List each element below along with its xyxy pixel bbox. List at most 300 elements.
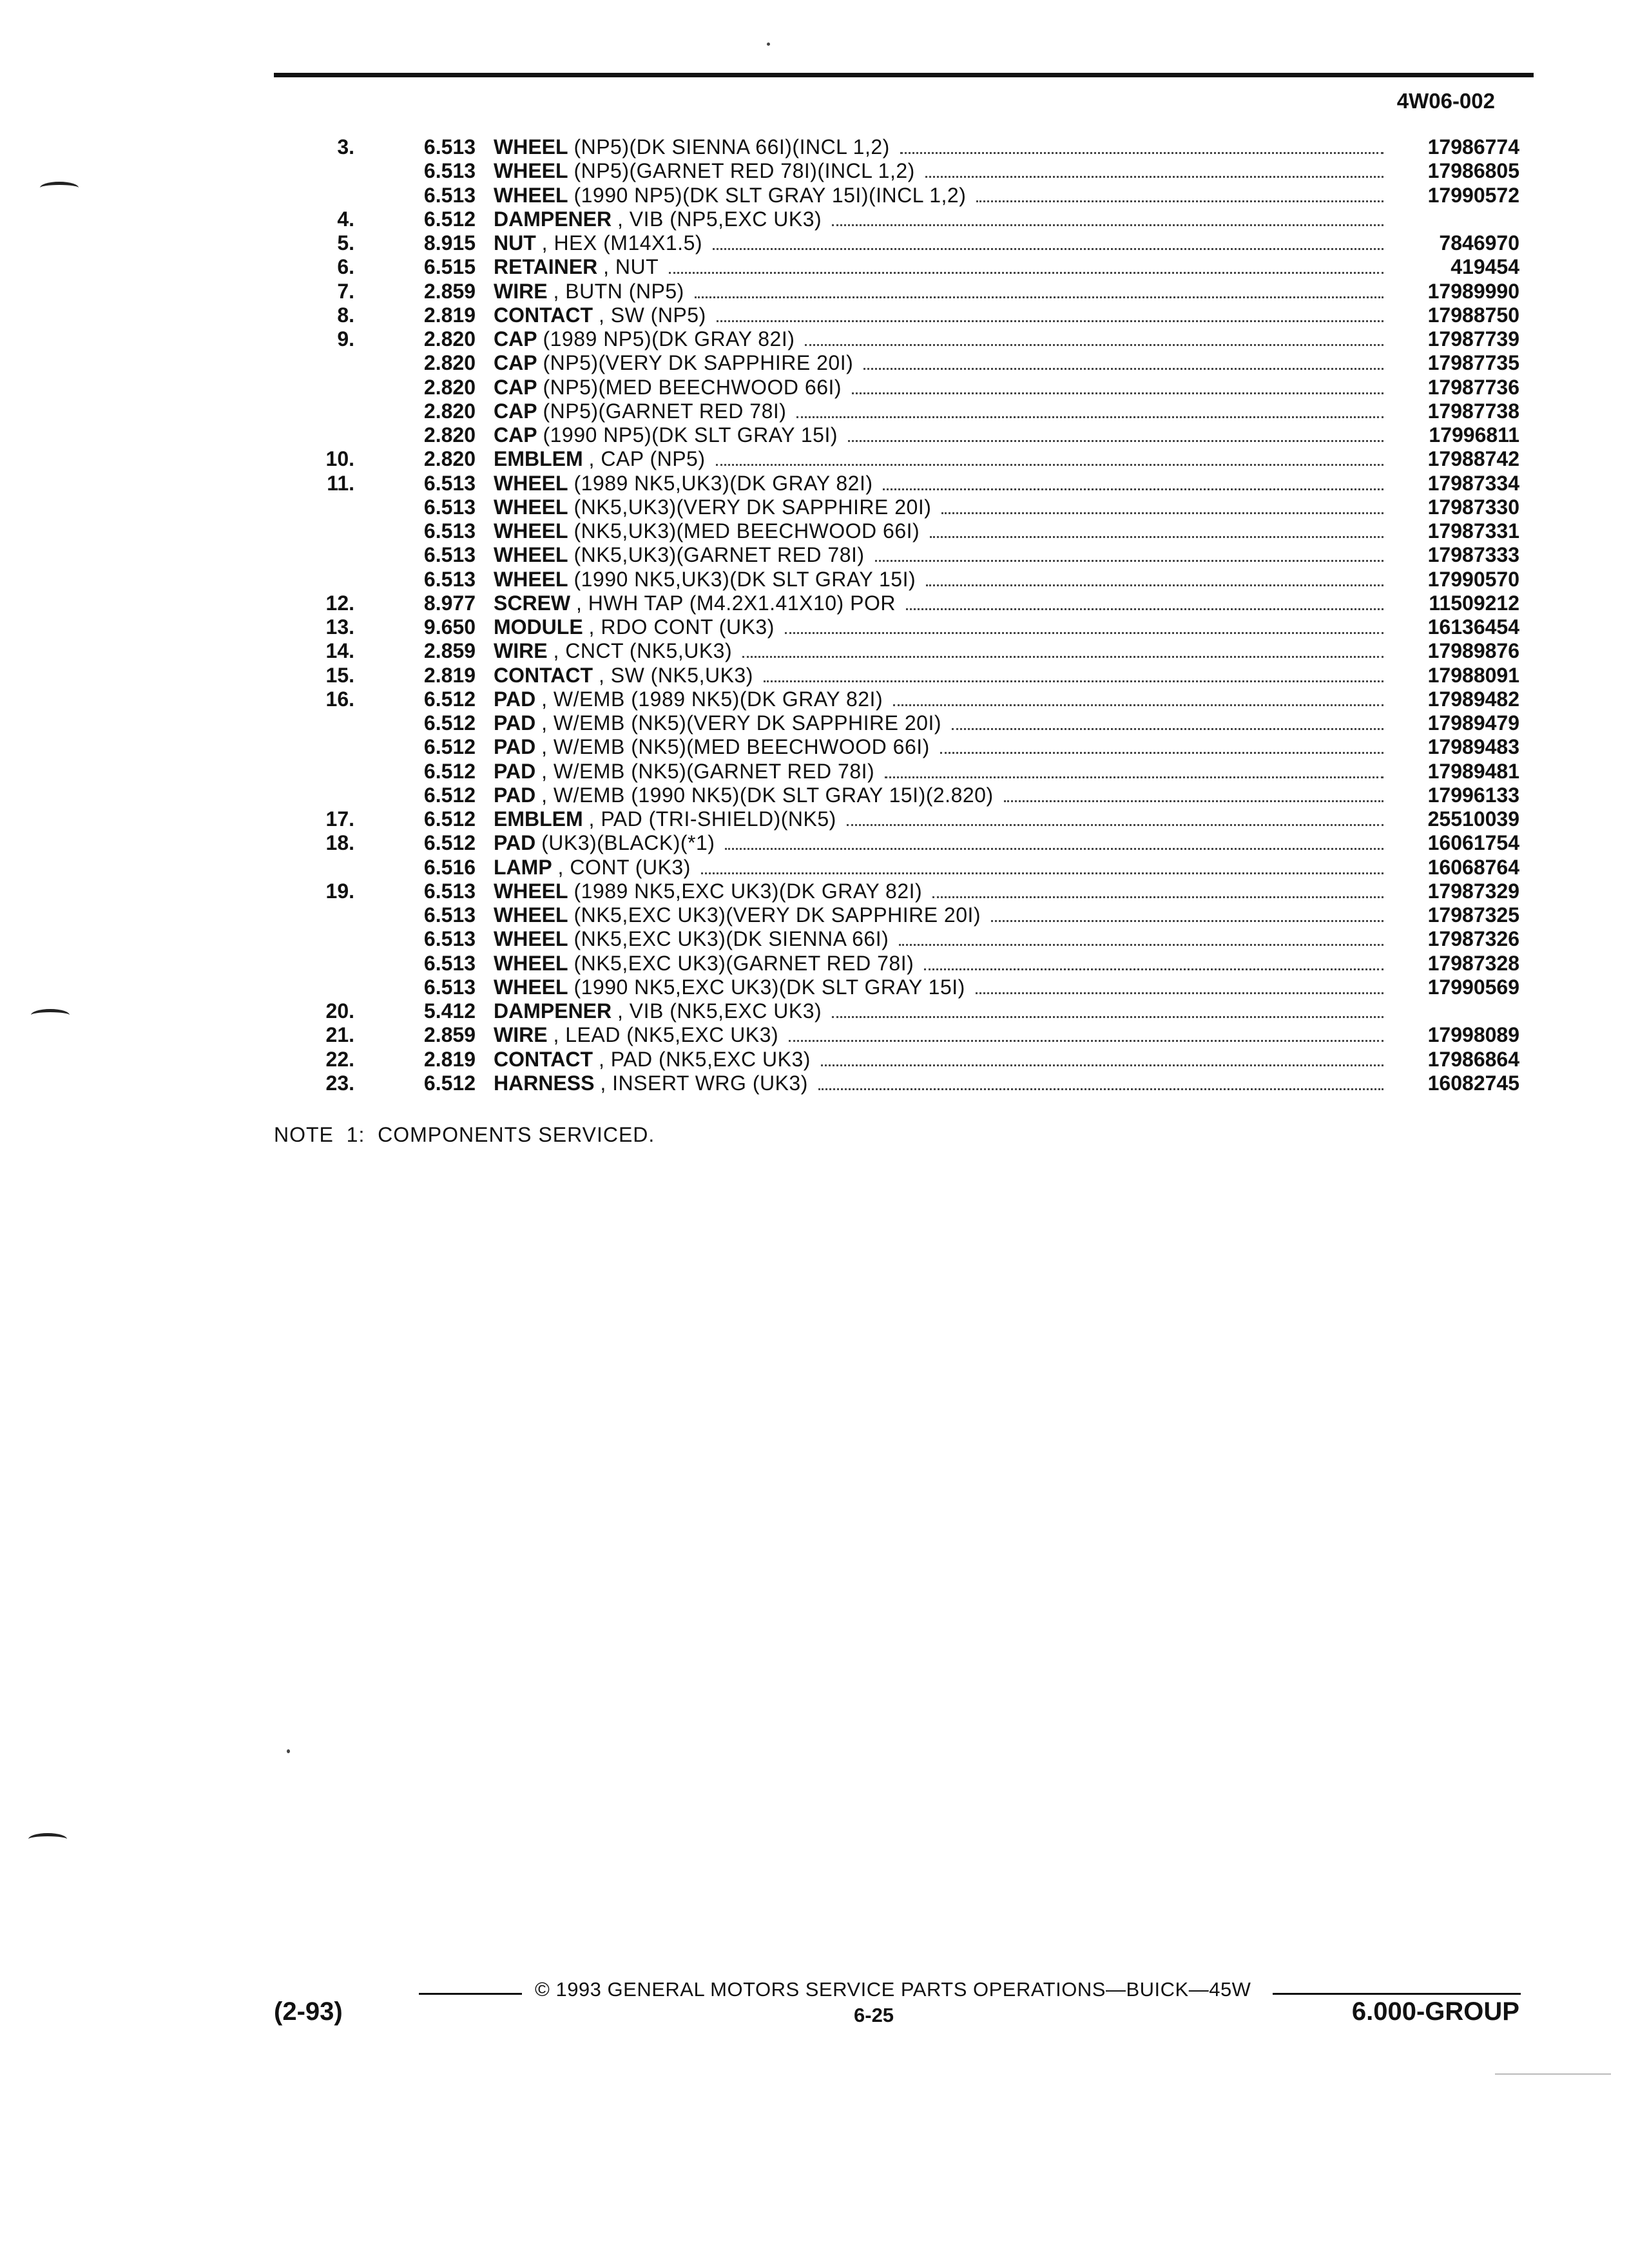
- part-row: [0, 255, 1629, 279]
- part-row: [0, 327, 1629, 351]
- group-number: 6.512: [423, 759, 476, 783]
- reference-number: 3.: [337, 135, 354, 159]
- part-description: [494, 879, 1393, 904]
- part-row: [0, 807, 1629, 831]
- speck: [767, 43, 770, 46]
- part-qualifier: (NP5)(GARNET RED 78I): [543, 399, 787, 423]
- dot-leader: [716, 463, 1384, 466]
- part-number: 16068764: [1427, 855, 1519, 879]
- part-number: 7846970: [1439, 231, 1519, 255]
- part-name: WIRE: [494, 639, 548, 663]
- part-row: [0, 495, 1629, 519]
- part-row: [0, 711, 1629, 735]
- dot-leader: [900, 151, 1383, 154]
- part-number: 17989483: [1427, 735, 1519, 759]
- part-description: [494, 615, 1393, 640]
- reference-number: 22.: [325, 1047, 354, 1071]
- part-qualifier: , HWH TAP (M4.2X1.41X10) POR: [576, 591, 896, 615]
- part-name: WHEEL: [494, 543, 568, 567]
- part-name: WHEEL: [494, 519, 568, 543]
- part-qualifier: (1989 NK5,EXC UK3)(DK GRAY 82I): [574, 879, 923, 903]
- part-qualifier: (1989 NP5)(DK GRAY 82I): [543, 327, 795, 351]
- part-description: [494, 495, 1393, 520]
- part-number: 17987328: [1427, 951, 1519, 975]
- part-number: 17990570: [1427, 567, 1519, 591]
- reference-number: 20.: [325, 999, 354, 1023]
- part-name: PAD: [494, 735, 536, 759]
- part-description: [494, 952, 1393, 976]
- part-description: [494, 735, 1393, 760]
- group-number: 6.513: [423, 471, 476, 495]
- part-row: [0, 207, 1629, 231]
- dot-leader: [805, 343, 1383, 346]
- part-number: 11509212: [1429, 591, 1519, 615]
- dot-leader: [930, 535, 1383, 538]
- part-description: [494, 639, 1393, 664]
- part-description: [494, 568, 1393, 592]
- part-qualifier: , W/EMB (NK5)(GARNET RED 78I): [541, 759, 875, 783]
- dot-leader: [796, 416, 1383, 418]
- group-number: 5.412: [423, 999, 476, 1023]
- part-description: [494, 856, 1393, 880]
- part-qualifier: (1989 NK5,UK3)(DK GRAY 82I): [574, 471, 873, 495]
- part-name: CONTACT: [494, 303, 593, 327]
- dot-leader: [952, 727, 1383, 730]
- part-description: [494, 903, 1393, 928]
- part-row: [0, 639, 1629, 663]
- group-number: 2.819: [423, 663, 476, 687]
- part-description: [494, 807, 1393, 832]
- part-number: 17988091: [1427, 663, 1519, 687]
- part-number: 25510039: [1427, 807, 1519, 831]
- group-number: 2.820: [423, 375, 476, 399]
- footer-rule-right: [1273, 1993, 1521, 1995]
- reference-number: 23.: [325, 1071, 354, 1095]
- group-number: 2.859: [423, 639, 476, 663]
- part-description: [494, 184, 1393, 208]
- part-qualifier: (NK5,UK3)(GARNET RED 78I): [574, 543, 865, 567]
- footer-rule-left: [419, 1993, 522, 1995]
- part-row: [0, 472, 1629, 495]
- group-number: 9.650: [423, 615, 476, 639]
- part-number: 17987330: [1427, 495, 1519, 519]
- dot-leader: [925, 175, 1383, 178]
- part-name: MODULE: [494, 615, 583, 639]
- part-description: [494, 760, 1393, 784]
- part-number: 17998089: [1427, 1023, 1519, 1047]
- group-number: 2.859: [423, 279, 476, 303]
- part-qualifier: , SW (NK5,UK3): [598, 663, 753, 687]
- dot-leader: [832, 1015, 1383, 1018]
- part-number: 17989481: [1427, 759, 1519, 783]
- part-row: [0, 760, 1629, 783]
- part-description: [494, 711, 1393, 736]
- group-number: 6.513: [423, 183, 476, 207]
- reference-number: 11.: [327, 471, 354, 495]
- part-number: 17987334: [1427, 471, 1519, 495]
- part-row: [0, 280, 1629, 303]
- part-number: 17986774: [1427, 135, 1519, 159]
- part-row: [0, 519, 1629, 543]
- part-name: EMBLEM: [494, 447, 583, 471]
- footnote: NOTE 1: COMPONENTS SERVICED.: [274, 1123, 655, 1146]
- dot-leader: [863, 367, 1383, 370]
- part-number: 17990572: [1427, 183, 1519, 207]
- group-number: 6.513: [423, 159, 476, 183]
- reference-number: 10.: [325, 447, 354, 471]
- part-number: 16061754: [1427, 831, 1519, 855]
- part-name: WHEEL: [494, 927, 568, 951]
- part-name: RETAINER: [494, 255, 598, 279]
- part-number: 17988742: [1427, 447, 1519, 471]
- part-description: [494, 376, 1393, 400]
- part-row: [0, 615, 1629, 639]
- part-number: 17986805: [1427, 159, 1519, 183]
- part-row: [0, 735, 1629, 759]
- part-qualifier: , LEAD (NK5,EXC UK3): [553, 1023, 779, 1047]
- part-row: [0, 687, 1629, 711]
- group-number: 2.820: [423, 351, 476, 375]
- part-qualifier: (NP5)(GARNET RED 78I)(INCL 1,2): [574, 159, 915, 183]
- dot-leader: [893, 704, 1383, 706]
- dot-leader: [713, 247, 1383, 250]
- part-qualifier: , CNCT (NK5,UK3): [553, 639, 733, 663]
- part-row: [0, 303, 1629, 327]
- part-name: PAD: [494, 687, 536, 711]
- group-number: 2.820: [423, 447, 476, 471]
- part-qualifier: , VIB (NP5,EXC UK3): [617, 207, 822, 231]
- dot-leader: [695, 296, 1383, 298]
- part-number: 17990569: [1427, 975, 1519, 999]
- margin-mark: [31, 1009, 70, 1021]
- dot-leader: [932, 896, 1383, 898]
- dot-leader: [875, 559, 1383, 562]
- dot-leader: [821, 1064, 1383, 1066]
- part-qualifier: , BUTN (NP5): [553, 279, 684, 303]
- part-name: WHEEL: [494, 951, 568, 975]
- dot-leader: [742, 655, 1383, 658]
- part-number: 17987329: [1427, 879, 1519, 903]
- dot-leader: [852, 392, 1383, 394]
- part-description: [494, 327, 1393, 352]
- part-qualifier: (NK5,EXC UK3)(GARNET RED 78I): [574, 951, 914, 975]
- part-row: [0, 927, 1629, 951]
- part-qualifier: (NP5)(DK SIENNA 66I)(INCL 1,2): [574, 135, 890, 159]
- group-number: 2.820: [423, 423, 476, 447]
- part-description: [494, 664, 1393, 688]
- dot-leader: [991, 919, 1383, 922]
- part-name: CAP: [494, 327, 537, 351]
- part-description: [494, 135, 1393, 160]
- group-number: 6.513: [423, 519, 476, 543]
- part-name: WHEEL: [494, 903, 568, 927]
- group-number: 6.513: [423, 879, 476, 903]
- part-qualifier: (1990 NK5,EXC UK3)(DK SLT GRAY 15I): [574, 975, 965, 999]
- part-number: 419454: [1451, 255, 1519, 279]
- part-name: CONTACT: [494, 1047, 593, 1071]
- part-description: [494, 231, 1393, 256]
- footer-page-number: 6-25: [854, 2004, 894, 2026]
- part-qualifier: , W/EMB (1989 NK5)(DK GRAY 82I): [541, 687, 883, 711]
- part-qualifier: , CONT (UK3): [557, 855, 691, 879]
- dot-leader: [832, 224, 1383, 226]
- part-qualifier: , RDO CONT (UK3): [588, 615, 775, 639]
- part-row: [0, 856, 1629, 879]
- part-name: PAD: [494, 831, 536, 855]
- part-qualifier: (NP5)(MED BEECHWOOD 66I): [543, 375, 842, 399]
- part-row: [0, 376, 1629, 399]
- dot-leader: [924, 968, 1383, 970]
- group-number: 6.513: [423, 543, 476, 567]
- part-number: 17989876: [1427, 639, 1519, 663]
- part-name: EMBLEM: [494, 807, 583, 831]
- edge-line: [1495, 2073, 1611, 2075]
- dot-leader: [899, 943, 1383, 946]
- part-row: [0, 975, 1629, 999]
- part-qualifier: , CAP (NP5): [588, 447, 706, 471]
- part-name: WIRE: [494, 279, 548, 303]
- part-description: [494, 519, 1393, 544]
- part-number: 17986864: [1427, 1047, 1519, 1071]
- dot-leader: [848, 439, 1383, 442]
- group-number: 6.512: [423, 783, 476, 807]
- part-number: 17987325: [1427, 903, 1519, 927]
- part-qualifier: , SW (NP5): [598, 303, 706, 327]
- part-row: [0, 952, 1629, 975]
- part-name: WIRE: [494, 1023, 548, 1047]
- part-number: 17987736: [1427, 375, 1519, 399]
- part-qualifier: (NK5,EXC UK3)(DK SIENNA 66I): [574, 927, 889, 951]
- group-number: 6.512: [423, 207, 476, 231]
- part-row: [0, 543, 1629, 567]
- part-description: [494, 591, 1393, 616]
- part-description: [494, 351, 1393, 376]
- reference-number: 15.: [325, 663, 354, 687]
- part-row: [0, 184, 1629, 207]
- part-number: 17987326: [1427, 927, 1519, 951]
- group-number: 6.513: [423, 135, 476, 159]
- dot-leader: [818, 1088, 1383, 1090]
- part-row: [0, 903, 1629, 927]
- part-description: [494, 1072, 1393, 1096]
- margin-mark: [28, 1833, 67, 1845]
- part-row: [0, 399, 1629, 423]
- part-number: 17987331: [1427, 519, 1519, 543]
- part-description: [494, 927, 1393, 952]
- part-qualifier: (NK5,UK3)(MED BEECHWOOD 66I): [574, 519, 920, 543]
- part-number: 17989482: [1427, 687, 1519, 711]
- dot-leader: [717, 320, 1383, 322]
- part-description: [494, 447, 1393, 472]
- group-number: 2.819: [423, 303, 476, 327]
- group-number: 6.513: [423, 903, 476, 927]
- part-qualifier: , W/EMB (1990 NK5)(DK SLT GRAY 15I)(2.820): [541, 783, 994, 807]
- part-qualifier: (1990 NP5)(DK SLT GRAY 15I)(INCL 1,2): [574, 183, 967, 207]
- part-qualifier: (UK3)(BLACK)(*1): [541, 831, 715, 855]
- part-name: DAMPENER: [494, 207, 612, 231]
- dot-leader: [847, 823, 1383, 826]
- part-name: NUT: [494, 231, 536, 255]
- part-name: LAMP: [494, 855, 552, 879]
- dot-leader: [725, 847, 1383, 850]
- group-number: 6.513: [423, 951, 476, 975]
- part-qualifier: , INSERT WRG (UK3): [600, 1071, 808, 1095]
- dot-leader: [883, 488, 1383, 490]
- part-number: 16136454: [1427, 615, 1519, 639]
- reference-number: 19.: [325, 879, 354, 903]
- part-name: CAP: [494, 375, 537, 399]
- dot-leader: [940, 751, 1383, 754]
- part-name: CAP: [494, 399, 537, 423]
- reference-number: 6.: [337, 255, 354, 279]
- dot-leader: [764, 680, 1383, 682]
- part-number: 17996133: [1427, 783, 1519, 807]
- group-number: 6.513: [423, 975, 476, 999]
- part-name: SCREW: [494, 591, 571, 615]
- group-number: 6.513: [423, 927, 476, 951]
- part-description: [494, 999, 1393, 1024]
- part-name: CAP: [494, 351, 537, 375]
- part-row: [0, 999, 1629, 1023]
- part-description: [494, 783, 1393, 808]
- part-name: PAD: [494, 711, 536, 735]
- group-number: 8.977: [423, 591, 476, 615]
- part-row: [0, 664, 1629, 687]
- part-row: [0, 879, 1629, 903]
- part-description: [494, 831, 1393, 856]
- part-description: [494, 423, 1393, 448]
- reference-number: 4.: [337, 207, 354, 231]
- part-row: [0, 231, 1629, 255]
- reference-number: 17.: [325, 807, 354, 831]
- reference-number: 16.: [325, 687, 354, 711]
- group-number: 6.512: [423, 687, 476, 711]
- part-name: WHEEL: [494, 879, 568, 903]
- part-name: DAMPENER: [494, 999, 612, 1023]
- group-number: 2.819: [423, 1047, 476, 1071]
- group-number: 6.512: [423, 831, 476, 855]
- group-number: 6.512: [423, 711, 476, 735]
- dot-leader: [906, 608, 1383, 610]
- part-name: WHEEL: [494, 135, 568, 159]
- part-number: 16082745: [1427, 1071, 1519, 1095]
- part-row: [0, 1023, 1629, 1047]
- document-code: 4W06-002: [1396, 89, 1495, 113]
- part-name: WHEEL: [494, 471, 568, 495]
- reference-number: 7.: [337, 279, 354, 303]
- part-qualifier: (NK5,EXC UK3)(VERY DK SAPPHIRE 20I): [574, 903, 981, 927]
- part-description: [494, 543, 1393, 568]
- margin-mark: [40, 182, 79, 194]
- reference-number: 5.: [337, 231, 354, 255]
- part-name: CONTACT: [494, 663, 593, 687]
- part-name: WHEEL: [494, 183, 568, 207]
- part-row: [0, 135, 1629, 159]
- part-number: 17987333: [1427, 543, 1519, 567]
- top-rule: [274, 73, 1534, 77]
- group-number: 8.915: [423, 231, 476, 255]
- group-number: 6.516: [423, 855, 476, 879]
- dot-leader: [976, 992, 1383, 994]
- part-qualifier: (1990 NP5)(DK SLT GRAY 15I): [543, 423, 838, 447]
- part-name: PAD: [494, 783, 536, 807]
- group-number: 2.859: [423, 1023, 476, 1047]
- footer-copyright: © 1993 GENERAL MOTORS SERVICE PARTS OPERATIONS—BUICK—45W: [535, 1978, 1251, 2001]
- dot-leader: [789, 1039, 1383, 1042]
- part-number: 17989990: [1427, 279, 1519, 303]
- part-row: [0, 591, 1629, 615]
- part-qualifier: , NUT: [603, 255, 659, 279]
- speck: [287, 1749, 290, 1753]
- footer-date-code: (2-93): [274, 1997, 343, 2026]
- part-name: PAD: [494, 759, 536, 783]
- part-description: [494, 255, 1393, 280]
- part-name: WHEEL: [494, 495, 568, 519]
- part-description: [494, 159, 1393, 184]
- part-row: [0, 783, 1629, 807]
- group-number: 6.512: [423, 735, 476, 759]
- part-description: [494, 207, 1393, 232]
- group-number: 6.513: [423, 495, 476, 519]
- dot-leader: [926, 584, 1383, 586]
- group-number: 6.512: [423, 807, 476, 831]
- group-number: 6.512: [423, 1071, 476, 1095]
- group-number: 6.513: [423, 567, 476, 591]
- part-qualifier: , VIB (NK5,EXC UK3): [617, 999, 822, 1023]
- reference-number: 12.: [325, 591, 354, 615]
- reference-number: 9.: [337, 327, 354, 351]
- group-number: 2.820: [423, 399, 476, 423]
- dot-leader: [976, 200, 1383, 202]
- part-number: 17996811: [1429, 423, 1519, 447]
- dot-leader: [785, 631, 1383, 634]
- part-description: [494, 280, 1393, 304]
- part-name: CAP: [494, 423, 537, 447]
- reference-number: 21.: [325, 1023, 354, 1047]
- part-row: [0, 447, 1629, 471]
- part-description: [494, 399, 1393, 424]
- part-qualifier: , PAD (NK5,EXC UK3): [598, 1047, 811, 1071]
- part-description: [494, 975, 1393, 1000]
- part-qualifier: , W/EMB (NK5)(MED BEECHWOOD 66I): [541, 735, 930, 759]
- part-row: [0, 423, 1629, 447]
- part-name: WHEEL: [494, 975, 568, 999]
- parts-list: [0, 135, 1629, 1095]
- part-qualifier: , HEX (M14X1.5): [541, 231, 703, 255]
- dot-leader: [701, 872, 1383, 874]
- part-row: [0, 159, 1629, 183]
- group-number: 6.515: [423, 255, 476, 279]
- part-number: 17987738: [1427, 399, 1519, 423]
- part-number: 17988750: [1427, 303, 1519, 327]
- part-number: 17987735: [1427, 351, 1519, 375]
- footer-group-label: 6.000-GROUP: [1351, 1997, 1519, 2026]
- reference-number: 8.: [337, 303, 354, 327]
- dot-leader: [885, 776, 1383, 778]
- part-qualifier: (NK5,UK3)(VERY DK SAPPHIRE 20I): [574, 495, 932, 519]
- part-row: [0, 831, 1629, 855]
- reference-number: 14.: [325, 639, 354, 663]
- part-row: [0, 1048, 1629, 1072]
- part-description: [494, 1048, 1393, 1072]
- part-row: [0, 351, 1629, 375]
- part-number: 17989479: [1427, 711, 1519, 735]
- reference-number: 18.: [325, 831, 354, 855]
- dot-leader: [669, 271, 1383, 274]
- part-name: WHEEL: [494, 567, 568, 591]
- part-qualifier: , W/EMB (NK5)(VERY DK SAPPHIRE 20I): [541, 711, 941, 735]
- part-qualifier: (1990 NK5,UK3)(DK SLT GRAY 15I): [574, 567, 916, 591]
